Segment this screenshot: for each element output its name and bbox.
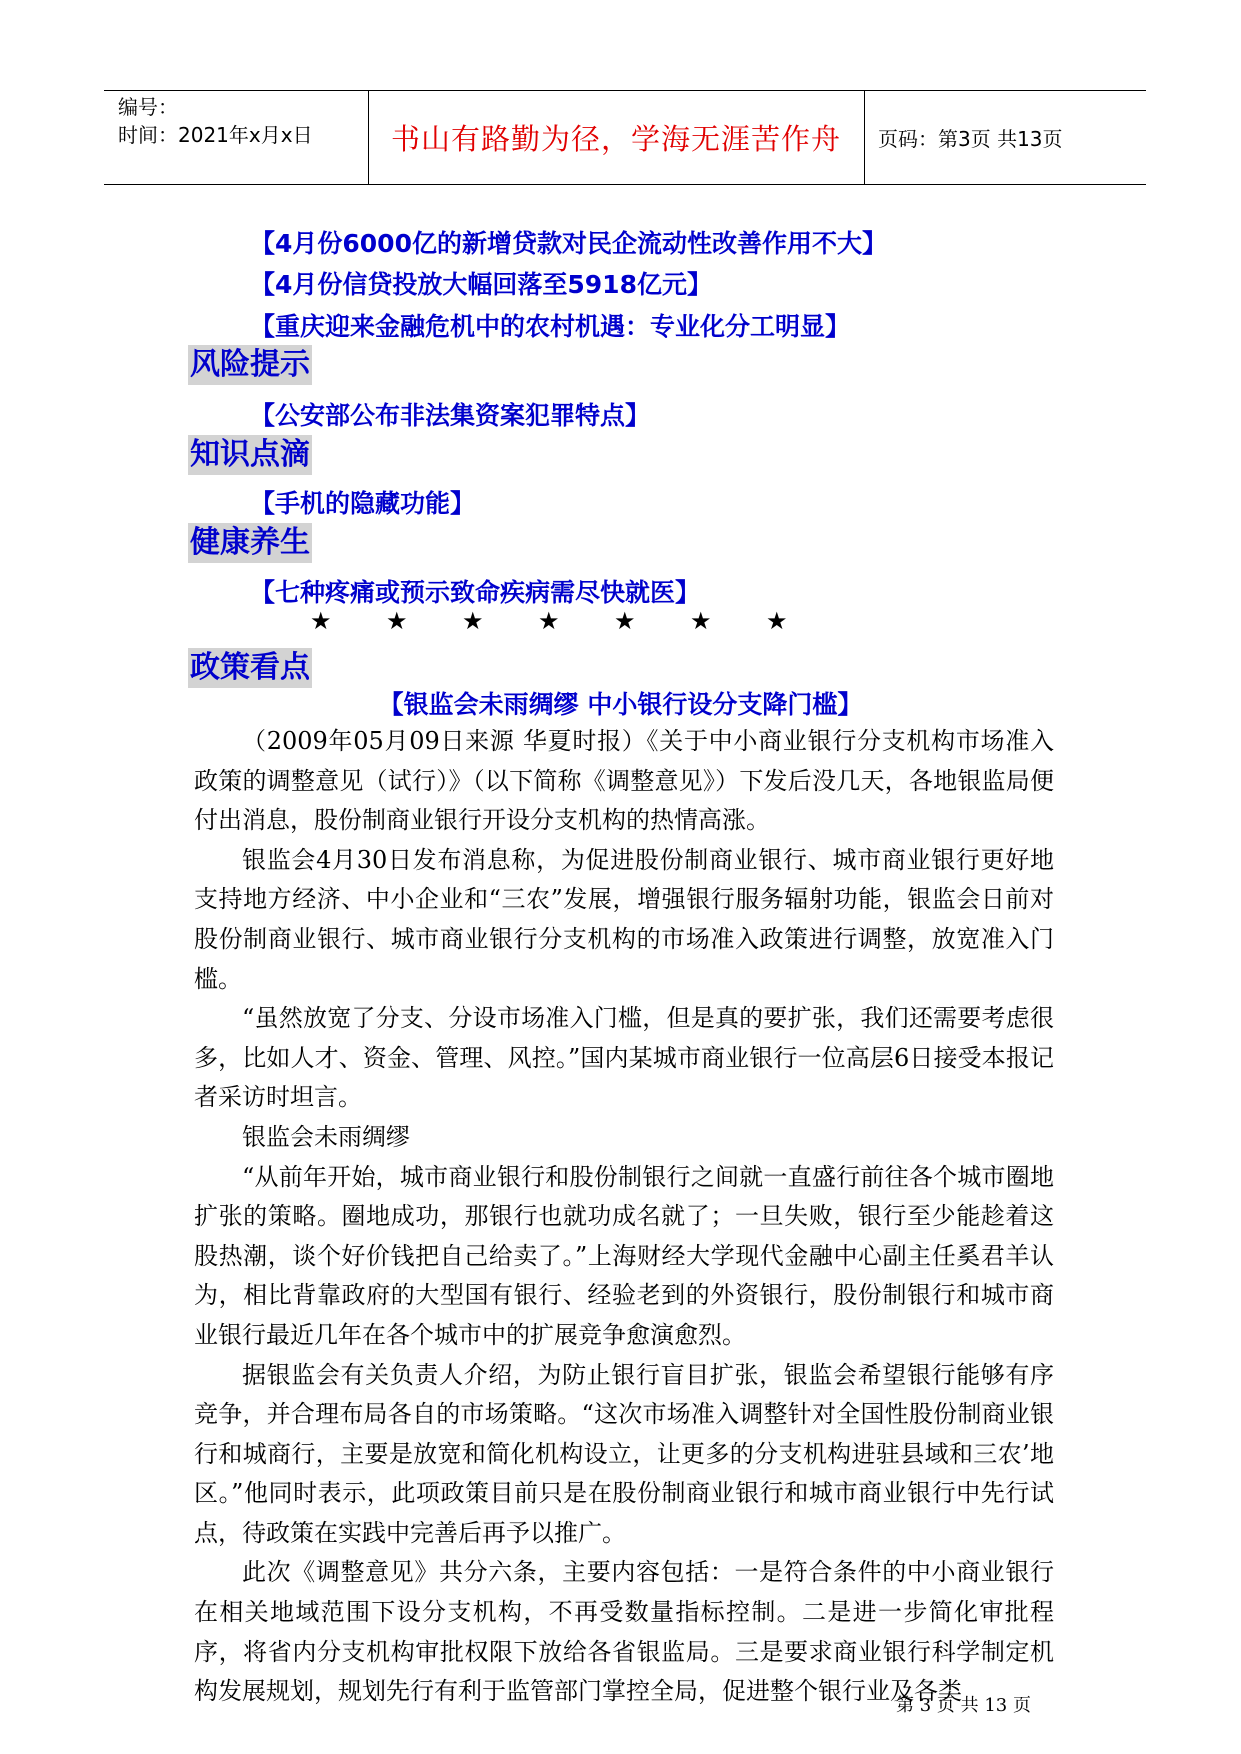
star-icon: ★ (766, 607, 788, 635)
article-paragraph: （2009年05月09日来源 华夏时报）《关于中小商业银行分支机构市场准入政策的调整意见（试行）》（以下简称《调整意见》）下发后没几天，各地银监局便付出消息，股份制商业银行开设分支机构的热情高涨。 (194, 727, 1054, 835)
star-icon: ★ (310, 607, 332, 635)
section-risk: 风险提示 (188, 345, 312, 385)
page-footer: 第 3 页 共 13 页 (896, 1695, 1031, 1716)
number-label: 编号： (118, 95, 178, 119)
star-icon: ★ (614, 607, 636, 635)
section-knowledge: 知识点滴 (188, 435, 312, 475)
star-icon: ★ (538, 607, 560, 635)
news-link-1[interactable]: 【4月份6000亿的新增贷款对民企流动性改善作用不大】 (250, 229, 887, 258)
risk-link[interactable]: 【公安部公布非法集资案犯罪特点】 (250, 401, 651, 430)
time-label: 时间：2021年x月x日 (118, 123, 313, 147)
star-divider (310, 607, 842, 635)
header-table (104, 90, 1146, 185)
article-title[interactable]: 【银监会未雨绸缪 中小银行设分支降门槛】 (378, 690, 863, 719)
article-paragraph: 此次《调整意见》共分六条，主要内容包括：一是符合条件的中小商业银行在相关地域范围下设分支机构，不再受数量指标控制。二是进一步简化审批程序，将省内分支机构审批权限下放给各省银监局。三是要求商业银行科学制定机构发展规划，规划先行有利于监管部门掌控全局，促进整个银行业及各类 (194, 1558, 1054, 1706)
news-link-3[interactable]: 【重庆迎来金融危机中的农村机遇：专业化分工明显】 (250, 312, 851, 341)
health-link[interactable]: 【七种疼痛或预示致命疾病需尽快就医】 (250, 578, 701, 607)
knowledge-link[interactable]: 【手机的隐藏功能】 (250, 489, 476, 518)
article-subheading: 银监会未雨绸缪 (242, 1122, 410, 1151)
article-paragraph: “从前年开始，城市商业银行和股份制银行之间就一直盛行前往各个城市圈地扩张的策略。圈地成功，那银行也就功成名就了；一旦失败，银行至少能趁着这股热潮，谈个好价钱把自己给卖了。”上海财经大学现代金融中心副主任奚君羊认为，相比背靠政府的大型国有银行、经验老到的外资银行，股份制银行和城市商业银行最近几年在各个城市中的扩展竞争愈演愈烈。 (194, 1162, 1054, 1349)
header-page-label: 页码：第3页 共13页 (878, 127, 1063, 151)
article-paragraph: “虽然放宽了分支、分设市场准入门槛，但是真的要扩张，我们还需要考虑很多，比如人才、资金、管理、风控。”国内某城市商业银行一位高层6日接受本报记者采访时坦言。 (194, 1004, 1054, 1112)
star-icon: ★ (690, 607, 712, 635)
article-paragraph: 银监会4月30日发布消息称，为促进股份制商业银行、城市商业银行更好地支持地方经济、中小企业和“三农”发展，增强银行服务辐射功能，银监会日前对股份制商业银行、城市商业银行分支机构的市场准入政策进行调整，放宽准入门槛。 (194, 845, 1054, 993)
header-divider (864, 91, 865, 184)
star-icon: ★ (386, 607, 408, 635)
header-meta (118, 93, 313, 149)
article-paragraph: 据银监会有关负责人介绍，为防止银行盲目扩张，银监会希望银行能够有序竞争，并合理布局各自的市场策略。“这次市场准入调整针对全国性股份制商业银行和城商行，主要是放宽和简化机构设立，让更多的分支机构进驻县域和三农’地区。”他同时表示，此项政策目前只是在股份制商业银行和城市商业银行中先行试点，待政策在实践中完善后再予以推广。 (194, 1360, 1054, 1547)
star-icon: ★ (462, 607, 484, 635)
article-body (194, 722, 1054, 1712)
news-link-2[interactable]: 【4月份信贷投放大幅回落至5918亿元】 (250, 270, 712, 299)
section-health: 健康养生 (188, 523, 312, 563)
header-motto: 书山有路勤为径，学海无涯苦作舟 (390, 122, 841, 156)
section-policy: 政策看点 (188, 648, 312, 688)
